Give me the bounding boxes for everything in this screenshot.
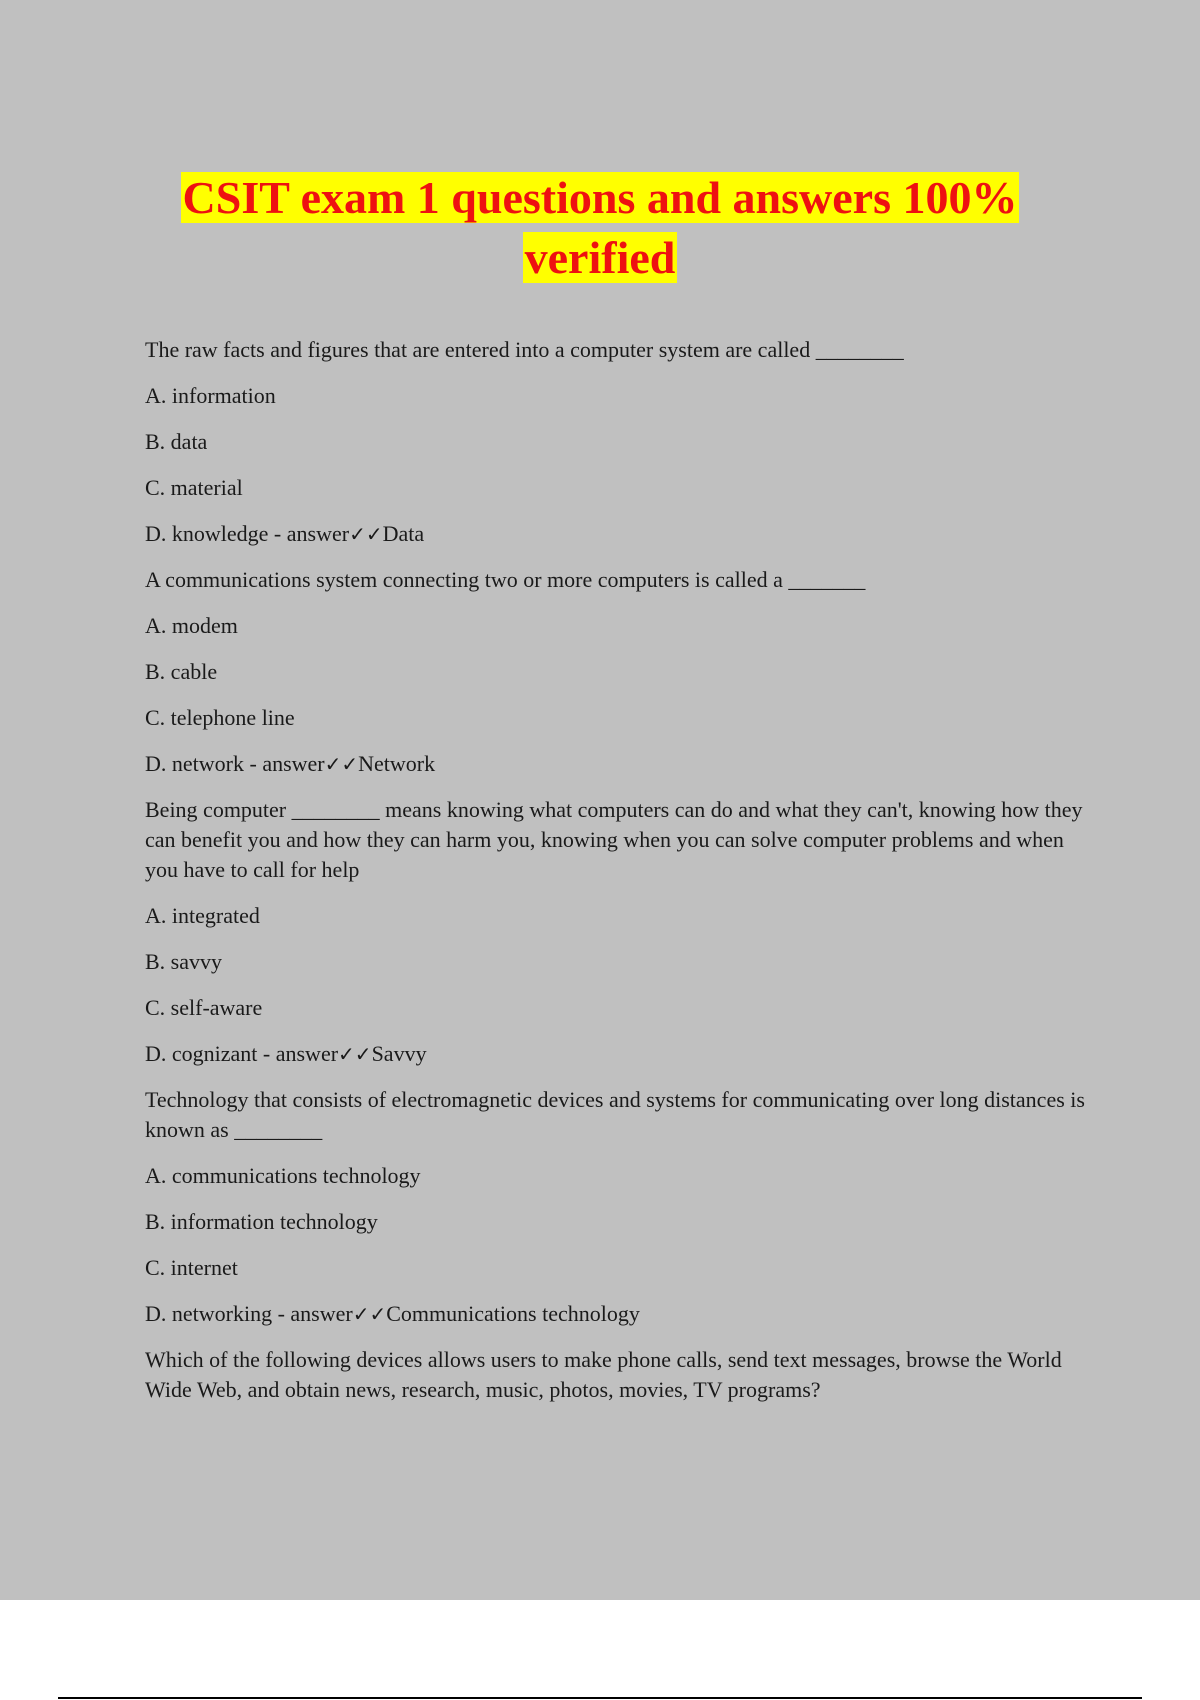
option-text: D. knowledge - (145, 521, 287, 546)
option-text: D. networking - (145, 1301, 291, 1326)
answer-option: A. communications technology (145, 1163, 421, 1188)
answer-label: answer (290, 1301, 353, 1326)
answer-option: C. internet (145, 1255, 238, 1280)
correct-answer: Savvy (371, 1041, 427, 1066)
answer-option-with-key (145, 749, 1090, 779)
answer-option-with-key (145, 1299, 1090, 1329)
answer-option-with-key (145, 519, 1090, 549)
answer-label: answer (286, 521, 350, 546)
check-mark-icon: ✓✓ (349, 522, 383, 546)
document-title (0, 168, 1200, 288)
option-text: D. network - (145, 751, 263, 776)
answer-option: A. information (145, 383, 276, 408)
question-prompt: A communications system connecting two or more computers is called a _______ (145, 567, 866, 592)
footer-divider (58, 1697, 1142, 1699)
question-prompt: The raw facts and figures that are entered into a computer system are called ________ (145, 337, 904, 362)
title-line-1: CSIT exam 1 questions and answers 100% (182, 172, 1018, 223)
question-prompt: Being computer ________ means knowing what computers can do and what they can't, knowing how they can benefit you and how they can harm you, knowing when you can solve computer problems and when you have to call for help (145, 797, 1083, 882)
answer-option: C. material (145, 475, 243, 500)
answer-option-with-key (145, 1039, 1090, 1069)
answer-option: C. self-aware (145, 995, 263, 1020)
check-mark-icon: ✓✓ (338, 1042, 372, 1066)
answer-option: A. integrated (145, 903, 260, 928)
title-line-2: verified (524, 232, 676, 283)
answer-option: C. telephone line (145, 705, 295, 730)
answer-option: B. information technology (145, 1209, 378, 1234)
answer-label: answer (262, 751, 325, 776)
correct-answer: Data (382, 521, 425, 546)
answer-option: A. modem (145, 613, 238, 638)
question-prompt: Technology that consists of electromagnetic devices and systems for communicating over long distances is known as ________ (145, 1087, 1085, 1142)
correct-answer: Network (358, 751, 436, 776)
correct-answer: Communications technology (386, 1301, 640, 1326)
answer-option: B. cable (145, 659, 218, 684)
question-list (145, 335, 1090, 1421)
question-prompt: Which of the following devices allows users to make phone calls, send text messages, browse the World Wide Web, and obtain news, research, music, photos, movies, TV programs? (145, 1347, 1062, 1402)
answer-option: B. data (145, 429, 208, 454)
answer-label: answer (275, 1041, 339, 1066)
check-mark-icon: ✓✓ (324, 752, 359, 776)
option-text: D. cognizant - (145, 1041, 276, 1066)
answer-option: B. savvy (145, 949, 222, 974)
check-mark-icon: ✓✓ (352, 1302, 387, 1326)
